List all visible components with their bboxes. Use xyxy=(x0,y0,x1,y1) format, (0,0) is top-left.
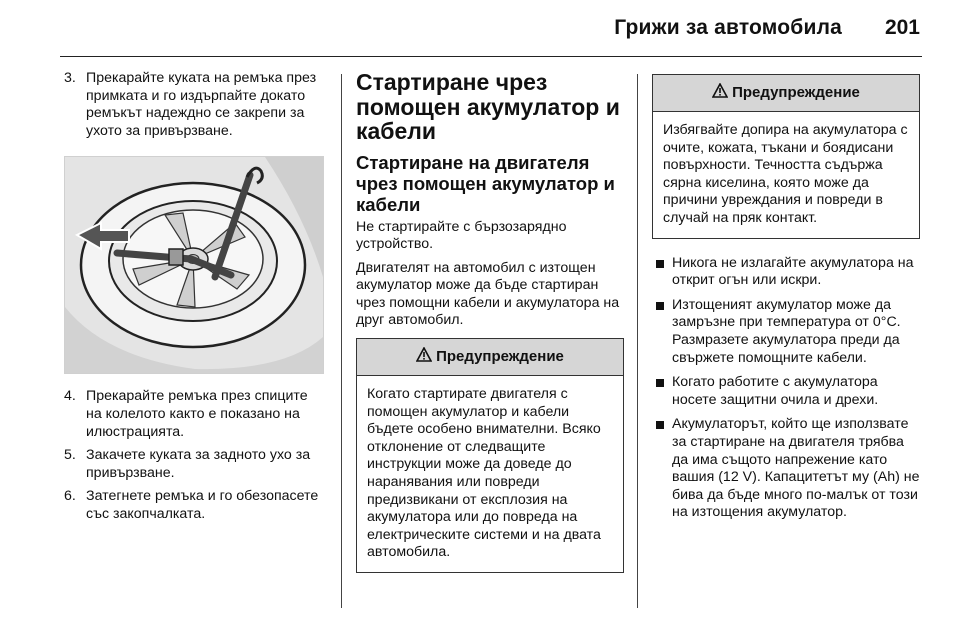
list-item xyxy=(652,297,920,367)
square-bullet-icon xyxy=(656,260,664,268)
step-text: Прекарайте ремъка през спиците на колелото както е показано на илюстрацията. xyxy=(86,388,308,440)
list-item-text: Когато работите с акумулатора носете защитни очила и дрехи. xyxy=(672,374,879,408)
steps-list-top xyxy=(64,70,326,140)
warning-box xyxy=(356,338,624,573)
page-number: 201 xyxy=(884,16,920,39)
step-number: 5. xyxy=(64,447,76,464)
step-text: Прекарайте куката на ремъка през примката и го издърпайте докато ремъкът надеждно се закрепи за ухото за привързване. xyxy=(86,70,317,139)
warning-title: Предупреждение xyxy=(732,84,860,102)
page-header xyxy=(60,0,922,57)
list-item xyxy=(652,374,920,409)
page-title: Грижи за автомобила xyxy=(614,16,842,39)
warning-text: Избягвайте допира на акумулатора с очите, кожата, тъкани и боядисани повърхности. Течността съдържа сярна киселина, която може да причини увреждания и повреди в случай на пряк контакт. xyxy=(663,122,908,226)
list-item-text: Изтощеният акумулатор може да замръзне при температура от 0°C. Размразете акумулатора преди да свържете помощните кабели. xyxy=(672,296,901,366)
column-divider-2 xyxy=(637,74,638,608)
spare-wheel-illustration-icon xyxy=(65,157,323,373)
warning-box xyxy=(652,74,920,239)
warning-triangle-icon xyxy=(712,83,728,103)
section-heading: Стартиране чрез помощен акумулатор и кабели xyxy=(356,69,620,144)
warning-title: Предупреждение xyxy=(436,348,564,366)
column-divider-1 xyxy=(341,74,342,608)
step-item xyxy=(64,447,326,482)
column-3 xyxy=(652,70,920,529)
warning-header xyxy=(653,75,919,112)
warning-text: Когато стартирате двигателя с помощен акумулатор и кабели бъдете особено внимателни. Всяко отклонение от следващите инструкции може да доведе до наранявания или повреди предизвикани от експлозия на акумулатора или до повреда на електрическите системи и на двата автомобила. xyxy=(367,386,601,561)
section-subheading: Стартиране на двигателя чрез помощен акумулатор и кабели xyxy=(356,151,615,215)
square-bullet-icon xyxy=(656,302,664,310)
spare-wheel-strap-illustration xyxy=(64,156,324,374)
list-item-text: Никога не излагайте акумулатора на открит огън или искри. xyxy=(672,254,914,289)
step-number: 6. xyxy=(64,488,76,505)
paragraph: Двигателят на автомобил с изтощен акумулатор може да бъде стартиран чрез помощни кабели и акумулатора на друг автомобил. xyxy=(356,259,620,329)
precautions-list xyxy=(652,255,920,522)
step-text: Закачете куката за задното ухо за привързване. xyxy=(86,447,311,481)
step-number: 3. xyxy=(64,70,76,86)
steps-list-bottom xyxy=(64,388,326,523)
step-item xyxy=(64,388,326,441)
square-bullet-icon xyxy=(656,379,664,387)
column-2 xyxy=(356,70,624,573)
step-item xyxy=(64,70,326,140)
list-item xyxy=(652,255,920,290)
list-item-text: Акумулаторът, който ще използвате за стартиране на двигателя трябва да има същото напрежение като вашия (12 V). Капацитетът му (Ah) не бива да бъде много по-малък от този на изтощения акумулатор. xyxy=(672,416,920,521)
paragraph: Не стартирайте с бързозарядно устройство. xyxy=(356,218,567,253)
warning-triangle-icon xyxy=(416,347,432,367)
square-bullet-icon xyxy=(656,421,664,429)
list-item xyxy=(652,416,920,522)
step-text: Затегнете ремъка и го обезопасете със закопчалката. xyxy=(86,488,319,522)
step-item xyxy=(64,488,326,523)
warning-header xyxy=(357,339,623,376)
column-1 xyxy=(64,70,326,524)
step-number: 4. xyxy=(64,388,76,405)
